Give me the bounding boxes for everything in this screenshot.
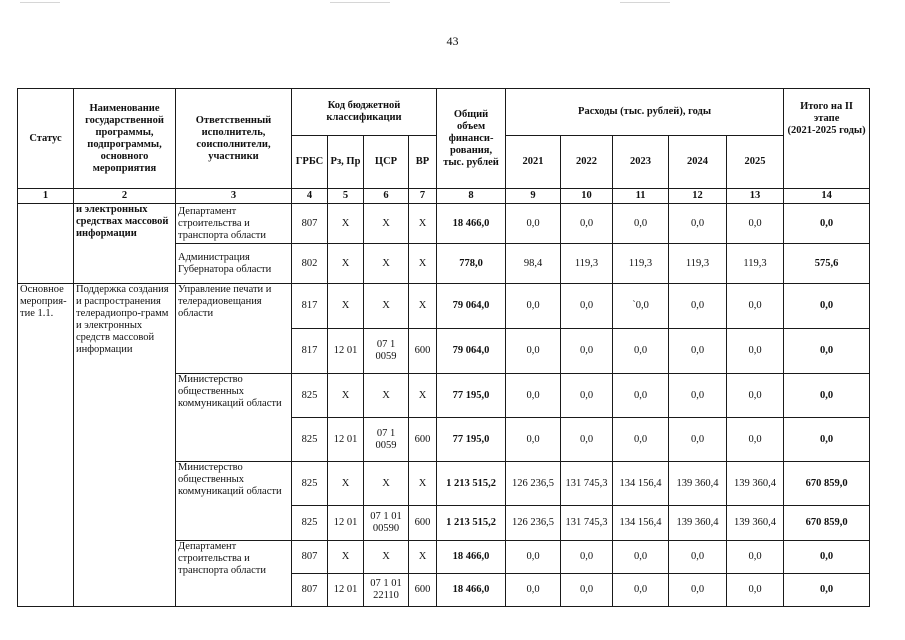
rz-pr-cell: 12 01 <box>328 506 364 541</box>
year-cell: 0,0 <box>613 541 669 574</box>
year-cell: 126 236,5 <box>506 506 561 541</box>
year-cell: 0,0 <box>727 374 784 418</box>
year-cell: 119,3 <box>561 244 613 284</box>
year-cell: 139 360,4 <box>669 462 727 506</box>
total-cell: 18 466,0 <box>437 541 506 574</box>
stage-total-years: (2021-2025 годы) <box>787 125 866 136</box>
status-cell <box>18 204 74 284</box>
year-cell: 0,0 <box>613 374 669 418</box>
year-cell: 98,4 <box>506 244 561 284</box>
csr-cell: Х <box>364 204 409 244</box>
total-cell: 79 064,0 <box>437 329 506 374</box>
col-number: 13 <box>727 189 784 204</box>
stage-sum-cell: 0,0 <box>784 418 870 462</box>
year-cell: 0,0 <box>669 374 727 418</box>
col-number: 12 <box>669 189 727 204</box>
year-cell: 0,0 <box>727 541 784 574</box>
header-year: 2022 <box>561 136 613 189</box>
vr-cell: Х <box>409 204 437 244</box>
stage-sum-cell: 0,0 <box>784 374 870 418</box>
stage-sum-cell: 670 859,0 <box>784 462 870 506</box>
header-total: Общий объем финанси-рования, тыс. рублей <box>437 89 506 189</box>
header-year: 2021 <box>506 136 561 189</box>
stage-sum-cell: 0,0 <box>784 204 870 244</box>
grbs-cell: 825 <box>292 462 328 506</box>
vr-cell: 600 <box>409 506 437 541</box>
header-expenses: Расходы (тыс. рублей), годы <box>506 89 784 136</box>
csr-cell: Х <box>364 374 409 418</box>
budget-table <box>17 88 870 607</box>
scan-artifact <box>330 2 390 3</box>
rz-pr-cell: 12 01 <box>328 418 364 462</box>
grbs-cell: 817 <box>292 284 328 329</box>
year-cell: 134 156,4 <box>613 506 669 541</box>
year-cell: 0,0 <box>561 374 613 418</box>
col-number: 10 <box>561 189 613 204</box>
year-cell: 0,0 <box>727 574 784 607</box>
total-cell: 77 195,0 <box>437 374 506 418</box>
stage-sum-cell: 0,0 <box>784 541 870 574</box>
rz-pr-cell: Х <box>328 284 364 329</box>
year-cell: 0,0 <box>613 418 669 462</box>
stage-sum-cell: 0,0 <box>784 284 870 329</box>
stage-sum-cell: 0,0 <box>784 329 870 374</box>
year-cell: 126 236,5 <box>506 462 561 506</box>
year-cell: 119,3 <box>613 244 669 284</box>
scan-artifact <box>620 2 670 3</box>
column-number-row <box>18 189 870 204</box>
col-number: 7 <box>409 189 437 204</box>
rz-pr-cell: Х <box>328 374 364 418</box>
header-csr: ЦСР <box>364 136 409 189</box>
rz-pr-cell: 12 01 <box>328 329 364 374</box>
grbs-cell: 825 <box>292 506 328 541</box>
year-cell: 0,0 <box>669 418 727 462</box>
year-cell: 0,0 <box>561 418 613 462</box>
year-cell: 0,0 <box>561 204 613 244</box>
year-cell: 0,0 <box>506 329 561 374</box>
vr-cell: 600 <box>409 574 437 607</box>
rz-pr-cell: Х <box>328 462 364 506</box>
year-cell: 0,0 <box>506 374 561 418</box>
responsible-cell: Министерство общественных коммуникаций области <box>176 462 292 541</box>
header-year: 2025 <box>727 136 784 189</box>
program-name-cell: и электронных средствах массовой информации <box>74 204 176 284</box>
responsible-cell: Департамент строительства и транспорта области <box>176 204 292 244</box>
year-cell: 0,0 <box>727 418 784 462</box>
col-number: 6 <box>364 189 409 204</box>
year-cell: 134 156,4 <box>613 462 669 506</box>
grbs-cell: 825 <box>292 418 328 462</box>
responsible-cell: Министерство общественных коммуникаций области <box>176 374 292 462</box>
year-cell: 131 745,3 <box>561 462 613 506</box>
year-cell: 0,0 <box>613 329 669 374</box>
vr-cell: Х <box>409 462 437 506</box>
total-cell: 79 064,0 <box>437 284 506 329</box>
year-cell: 0,0 <box>561 541 613 574</box>
year-cell: 0,0 <box>669 541 727 574</box>
program-name-cell: Поддержка создания и распространения телерадиопро-грамм и электронных средств массовой информации <box>74 284 176 607</box>
vr-cell: Х <box>409 284 437 329</box>
year-cell: 0,0 <box>669 574 727 607</box>
vr-cell: Х <box>409 244 437 284</box>
grbs-cell: 807 <box>292 204 328 244</box>
col-number: 9 <box>506 189 561 204</box>
col-number: 1 <box>18 189 74 204</box>
year-cell: 139 360,4 <box>727 462 784 506</box>
csr-cell: 07 1 0059 <box>364 329 409 374</box>
year-cell: 0,0 <box>613 204 669 244</box>
scan-artifact <box>20 2 60 3</box>
year-cell: 0,0 <box>613 574 669 607</box>
status-cell: Основное мероприя-тие 1.1. <box>18 284 74 607</box>
year-cell: 0,0 <box>506 541 561 574</box>
col-number: 8 <box>437 189 506 204</box>
year-cell: `0,0 <box>613 284 669 329</box>
responsible-cell: Управление печати и телерадиовещания области <box>176 284 292 374</box>
total-cell: 18 466,0 <box>437 574 506 607</box>
year-cell: 0,0 <box>727 329 784 374</box>
header-stage-total <box>784 89 870 189</box>
stage-sum-cell: 670 859,0 <box>784 506 870 541</box>
responsible-cell: Департамент строительства и транспорта области <box>176 541 292 607</box>
csr-cell: Х <box>364 541 409 574</box>
col-number: 11 <box>613 189 669 204</box>
rz-pr-cell: Х <box>328 204 364 244</box>
header-year: 2023 <box>613 136 669 189</box>
grbs-cell: 807 <box>292 541 328 574</box>
grbs-cell: 807 <box>292 574 328 607</box>
col-number: 5 <box>328 189 364 204</box>
year-cell: 119,3 <box>669 244 727 284</box>
col-number: 2 <box>74 189 176 204</box>
header-status: Статус <box>18 89 74 189</box>
table-row <box>18 204 870 244</box>
header-responsible: Ответственный исполнитель, соисполнители, участники <box>176 89 292 189</box>
year-cell: 0,0 <box>669 204 727 244</box>
year-cell: 0,0 <box>727 204 784 244</box>
rz-pr-cell: Х <box>328 244 364 284</box>
header-rz-pr: Рз, Пр <box>328 136 364 189</box>
year-cell: 0,0 <box>506 284 561 329</box>
header-name: Наименование государственной программы, подпрограммы, основного мероприятия <box>74 89 176 189</box>
year-cell: 0,0 <box>506 574 561 607</box>
page-number: 43 <box>446 34 459 48</box>
total-cell: 77 195,0 <box>437 418 506 462</box>
table-row <box>18 284 870 329</box>
year-cell: 139 360,4 <box>727 506 784 541</box>
total-cell: 778,0 <box>437 244 506 284</box>
csr-cell: Х <box>364 462 409 506</box>
year-cell: 139 360,4 <box>669 506 727 541</box>
rz-pr-cell: 12 01 <box>328 574 364 607</box>
header-budget-code: Код бюджетной классификации <box>292 89 437 136</box>
year-cell: 0,0 <box>669 284 727 329</box>
csr-cell: 07 1 0059 <box>364 418 409 462</box>
grbs-cell: 817 <box>292 329 328 374</box>
header-grbs: ГРБС <box>292 136 328 189</box>
grbs-cell: 825 <box>292 374 328 418</box>
responsible-cell: Администрация Губернатора области <box>176 244 292 284</box>
year-cell: 131 745,3 <box>561 506 613 541</box>
year-cell: 0,0 <box>669 329 727 374</box>
col-number: 3 <box>176 189 292 204</box>
year-cell: 0,0 <box>561 329 613 374</box>
vr-cell: Х <box>409 374 437 418</box>
total-cell: 1 213 515,2 <box>437 462 506 506</box>
year-cell: 0,0 <box>506 204 561 244</box>
year-cell: 0,0 <box>727 284 784 329</box>
grbs-cell: 802 <box>292 244 328 284</box>
stage-sum-cell: 575,6 <box>784 244 870 284</box>
header-row-1 <box>18 89 870 136</box>
col-number: 14 <box>784 189 870 204</box>
csr-cell: 07 1 01 22110 <box>364 574 409 607</box>
year-cell: 0,0 <box>506 418 561 462</box>
year-cell: 0,0 <box>561 284 613 329</box>
year-cell: 119,3 <box>727 244 784 284</box>
rz-pr-cell: Х <box>328 541 364 574</box>
year-cell: 0,0 <box>561 574 613 607</box>
csr-cell: Х <box>364 244 409 284</box>
total-cell: 18 466,0 <box>437 204 506 244</box>
stage-sum-cell: 0,0 <box>784 574 870 607</box>
header-vr: ВР <box>409 136 437 189</box>
total-cell: 1 213 515,2 <box>437 506 506 541</box>
vr-cell: 600 <box>409 418 437 462</box>
header-year: 2024 <box>669 136 727 189</box>
csr-cell: 07 1 01 00590 <box>364 506 409 541</box>
col-number: 4 <box>292 189 328 204</box>
vr-cell: 600 <box>409 329 437 374</box>
stage-total-label: Итого на II этапе <box>800 101 854 124</box>
csr-cell: Х <box>364 284 409 329</box>
vr-cell: Х <box>409 541 437 574</box>
